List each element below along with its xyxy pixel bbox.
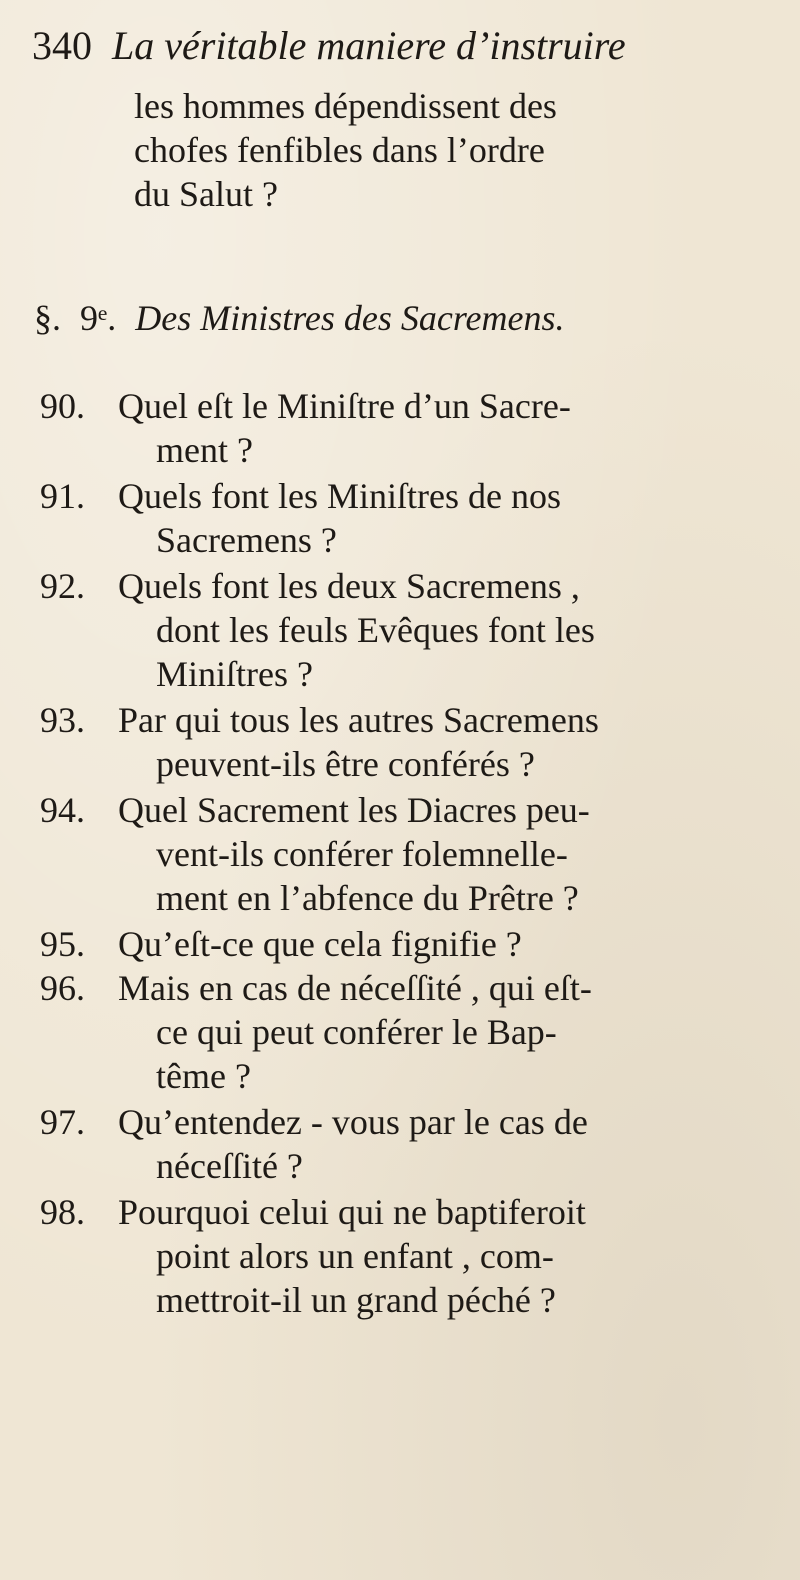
question-line: Quel Sacrement les Diacres peu- [118, 790, 590, 830]
question-line: Qu’entendez - vous par le cas de [118, 1102, 588, 1142]
section-title: Des Ministres des Sacremens. [135, 298, 565, 338]
intro-line: du Salut ? [134, 174, 278, 214]
question-line: Mais en cas de néceſſité , qui eſt- [118, 968, 592, 1008]
running-title: La véritable maniere d’instruire [112, 23, 626, 68]
section-sign: §. [34, 298, 61, 338]
question-line: point alors un enfant , com- [156, 1236, 554, 1276]
question-line: Qu’eſt-ce que cela fignifie ? [118, 924, 522, 964]
question-number: 92. [40, 566, 85, 606]
question-line: peuvent-ils être conférés ? [156, 744, 535, 784]
question-number: 97. [40, 1102, 85, 1142]
question-line: Par qui tous les autres Sacremens [118, 700, 599, 740]
question-number: 94. [40, 790, 85, 830]
question-line: Pourquoi celui qui ne baptiferoit [118, 1192, 586, 1232]
question-line: mettroit-il un grand péché ? [156, 1280, 556, 1320]
question-number: 90. [40, 386, 85, 426]
question-line: ce qui peut conférer le Bap- [156, 1012, 557, 1052]
question-line: Quel eſt le Miniſtre d’un Sacre- [118, 386, 571, 426]
question-line: Sacremens ? [156, 520, 337, 560]
running-head [32, 22, 626, 70]
section-number: 9ᵉ. [80, 298, 117, 338]
question-number: 91. [40, 476, 85, 516]
question-line: ment en l’abfence du Prêtre ? [156, 878, 579, 918]
question-line: ment ? [156, 430, 253, 470]
question-number: 98. [40, 1192, 85, 1232]
question-number: 93. [40, 700, 85, 740]
question-line: tême ? [156, 1056, 251, 1096]
question-number: 95. [40, 924, 85, 964]
question-line: dont les feuls Evêques font les [156, 610, 595, 650]
question-line: vent-ils conférer folemnelle- [156, 834, 568, 874]
question-line: Quels font les deux Sacremens , [118, 566, 580, 606]
question-number: 96. [40, 968, 85, 1008]
intro-line: chofes fenfibles dans l’ordre [134, 130, 545, 170]
page-number: 340 [32, 23, 92, 68]
section-heading [34, 296, 565, 340]
question-line: Quels font les Miniſtres de nos [118, 476, 561, 516]
intro-line: les hommes dépendissent des [134, 86, 557, 126]
question-line: néceſſité ? [156, 1146, 303, 1186]
question-line: Miniſtres ? [156, 654, 313, 694]
